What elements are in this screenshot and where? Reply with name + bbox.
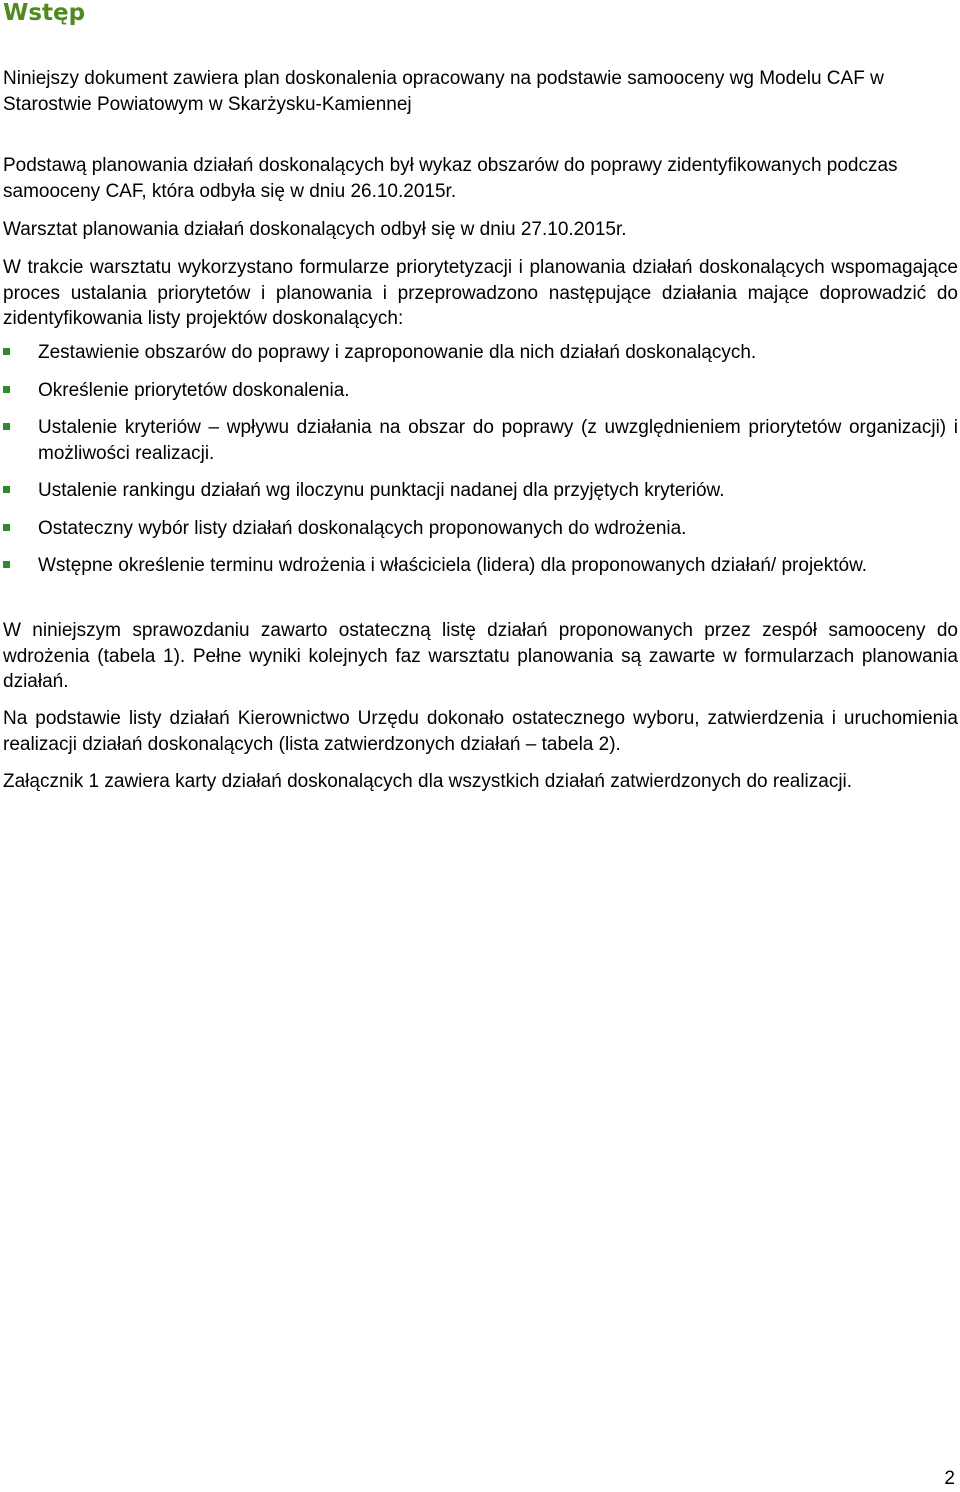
square-bullet-icon bbox=[3, 348, 10, 355]
paragraph-report: W niniejszym sprawozdaniu zawarto ostateczną listę działań proponowanych przez zespół samooceny do wdrożenia (tabela 1). Pełne wyniki kolejnych faz warsztatu planowania są zawarte w formularzach planowania działań. bbox=[3, 620, 958, 692]
paragraph-intro: Niniejszy dokument zawiera plan doskonalenia opracowany na podstawie samooceny wg Modelu CAF w Starostwie Powiatowym w Skarżysku-Kamiennej bbox=[3, 68, 884, 115]
paragraph-workshop: Warsztat planowania działań doskonalących odbył się w dniu 27.10.2015r. bbox=[3, 219, 627, 240]
square-bullet-icon bbox=[3, 486, 10, 493]
paragraph-attachment: Załącznik 1 zawiera karty działań doskonalących dla wszystkich działań zatwierdzonych do realizacji. bbox=[3, 771, 853, 792]
square-bullet-icon bbox=[3, 561, 10, 568]
paragraph-forms: W trakcie warsztatu wykorzystano formularze priorytetyzacji i planowania działań doskonalących wspomagające proces ustalania priorytetów i planowania i przeprowadzono następujące działania mające doprowadzić do zidentyfikowania listy projektów doskonalących: bbox=[3, 257, 958, 329]
activities-list bbox=[3, 340, 958, 591]
list-item bbox=[3, 516, 958, 542]
list-item-text: Ostateczny wybór listy działań doskonalących proponowanych do wdrożenia. bbox=[38, 517, 687, 539]
list-item-text: Zestawienie obszarów do poprawy i zaproponowanie dla nich działań doskonalących. bbox=[38, 342, 757, 363]
list-item bbox=[3, 415, 958, 466]
list-item bbox=[3, 340, 958, 366]
list-item-text: Ustalenie rankingu działań wg iloczynu punktacji nadanej dla przyjętych kryteriów. bbox=[38, 480, 725, 501]
square-bullet-icon bbox=[3, 524, 10, 531]
document-page bbox=[3, 0, 958, 1492]
paragraph-management: Na podstawie listy działań Kierownictwo Urzędu dokonało ostatecznego wyboru, zatwierdzenia i uruchomienia realizacji działań doskonalących (lista zatwierdzonych działań – tabela 2). bbox=[3, 708, 958, 755]
square-bullet-icon bbox=[3, 423, 10, 430]
list-item bbox=[3, 553, 958, 579]
page-number: 2 bbox=[944, 1468, 955, 1489]
list-item-text: Wstępne określenie terminu wdrożenia i właściciela (lidera) dla proponowanych działań/ projektów. bbox=[38, 555, 868, 576]
list-item bbox=[3, 378, 958, 404]
paragraph-basis: Podstawą planowania działań doskonalących był wykaz obszarów do poprawy zidentyfikowanych podczas samooceny CAF, która odbyła się w dniu 26.10.2015r. bbox=[3, 155, 898, 202]
list-item-text: Ustalenie kryteriów – wpływu działania na obszar do poprawy (z uwzględnieniem priorytetów organizacji) i możliwości realizacji. bbox=[38, 417, 958, 464]
section-heading: Wstęp bbox=[3, 0, 86, 26]
list-item-text: Określenie priorytetów doskonalenia. bbox=[38, 379, 350, 401]
square-bullet-icon bbox=[3, 386, 10, 393]
list-item bbox=[3, 478, 958, 504]
